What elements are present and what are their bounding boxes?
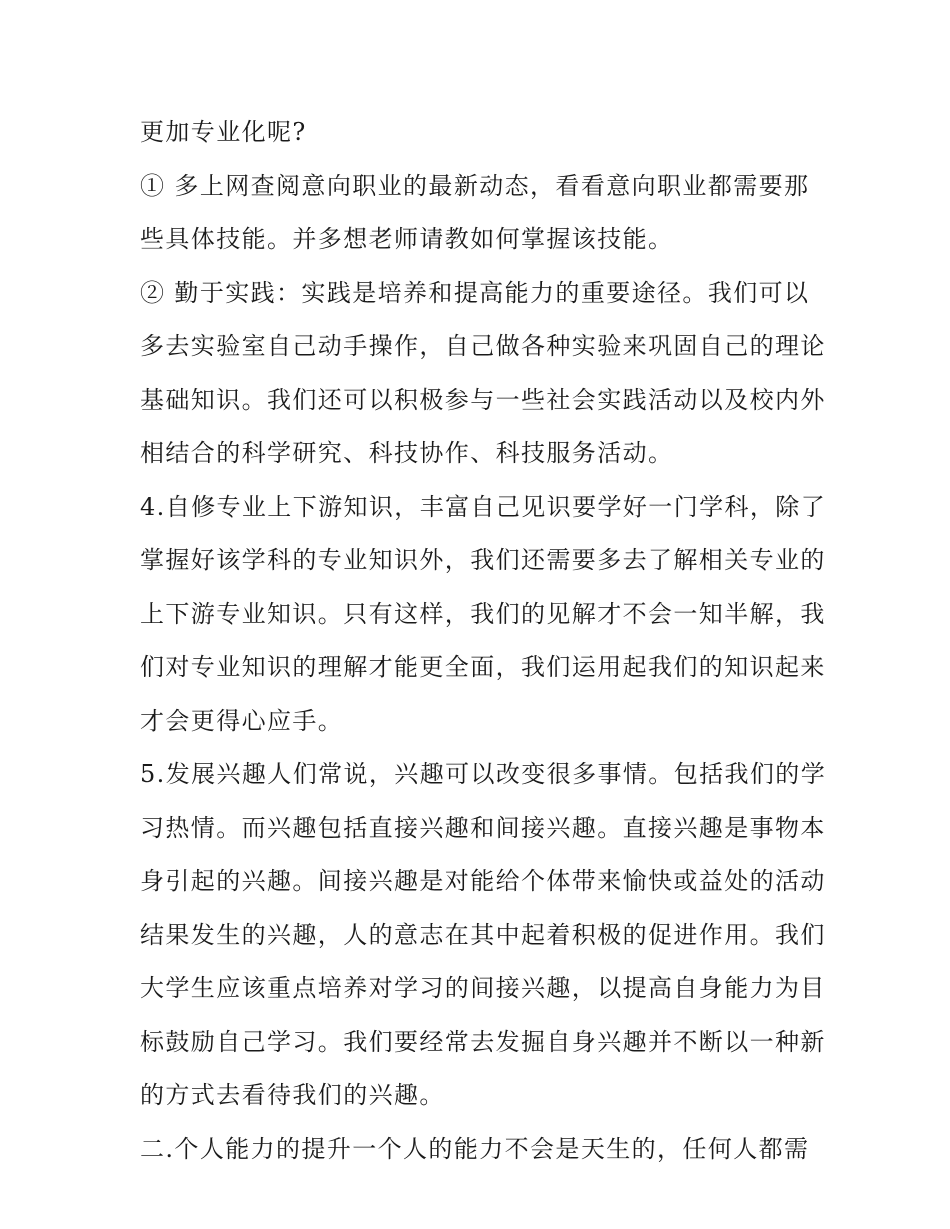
text-line: ② 勤于实践：实践是培养和提高能力的重要途径。我们可以 (140, 278, 810, 307)
text-line: 二.个人能力的提升一个人的能力不会是天生的，任何人都需 (140, 1134, 810, 1163)
text-line: 更加专业化呢? (140, 118, 307, 146)
text-line: 5.发展兴趣人们常说，兴趣可以改变很多事情。包括我们的学 (140, 760, 827, 788)
text-line: 的方式去看待我们的兴趣。 (140, 1081, 445, 1109)
text-line: 才会更得心应手。 (140, 706, 344, 735)
text-line: 习热情。而兴趣包括直接兴趣和间接兴趣。直接兴趣是事物本 (140, 813, 826, 842)
text-line: ① 多上网查阅意向职业的最新动态，看看意向职业都需要那 (140, 171, 810, 200)
text-line: 上下游专业知识。只有这样，我们的见解才不会一知半解，我 (140, 599, 826, 628)
text-line: 相结合的科学研究、科技协作、科技服务活动。 (140, 439, 674, 467)
text-line: 多去实验室自己动手操作，自己做各种实验来巩固自己的理论 (140, 332, 826, 360)
text-line: 掌握好该学科的专业知识外，我们还需要多去了解相关专业的 (140, 546, 826, 574)
document-body (140, 112, 827, 1182)
text-line: 基础知识。我们还可以积极参与一些社会实践活动以及校内外 (140, 385, 826, 414)
text-line: 身引起的兴趣。间接兴趣是对能给个体带来愉快或益处的活动 (140, 867, 826, 895)
text-line: 结果发生的兴趣，人的意志在其中起着积极的促进作用。我们 (140, 920, 826, 949)
text-line: 4.自修专业上下游知识，丰富自己见识要学好一门学科，除了 (140, 492, 827, 521)
text-line: 些具体技能。并多想老师请教如何掌握该技能。 (140, 225, 674, 253)
text-line: 们对专业知识的理解才能更全面，我们运用起我们的知识起来 (140, 653, 826, 681)
text-line: 大学生应该重点培养对学习的间接兴趣，以提高自身能力为目 (140, 974, 826, 1002)
text-line: 标鼓励自己学习。我们要经常去发掘自身兴趣并不断以一种新 (140, 1027, 826, 1056)
